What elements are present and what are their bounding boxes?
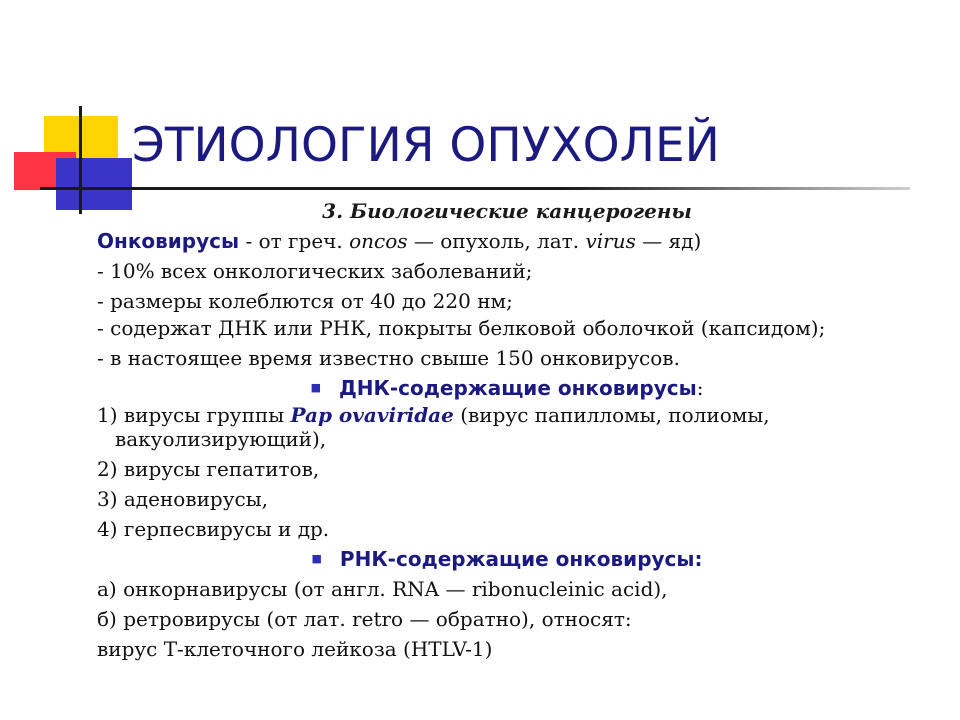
square-bullet-icon: ■: [310, 381, 321, 394]
intro-text-3: — яд): [635, 229, 702, 253]
slide-subtitle: 3. Биологические канцерогены: [322, 199, 692, 223]
decor-vertical-line: [79, 106, 82, 214]
fact-line-1: - 10% всех онкологических заболеваний;: [97, 259, 533, 283]
slide-title: ЭТИОЛОГИЯ ОПУХОЛЕЙ: [132, 118, 720, 173]
fact-line-3: - содержат ДНК или РНК, покрыты белковой оболочкой (капсидом);: [97, 316, 826, 340]
square-bullet-icon: ■: [311, 552, 322, 565]
rna-item-a: а) онкорнавирусы (от англ. RNA — ribonucleinic acid),: [97, 577, 668, 601]
slide-body: [97, 196, 917, 664]
intro-word-virus: virus: [585, 229, 636, 253]
rna-section-heading: [97, 544, 917, 574]
rna-heading-text: РНК-содержащие онковирусы:: [339, 547, 703, 571]
rna-item-b: б) ретровирусы (от лат. retro — обратно), относят:: [97, 607, 632, 631]
dna-item-1-start: 1) вирусы группы: [97, 403, 291, 427]
rna-item-c: вирус Т-клеточного лейкоза (HTLV-1): [97, 637, 493, 661]
dna-item-1-end: (вирус папилломы, полиомы, вакуолизирующий),: [115, 403, 770, 451]
intro-text-2: — опухоль, лат.: [407, 229, 586, 253]
dna-item-4: 4) герпесвирусы и др.: [97, 517, 330, 541]
intro-text-1: - от греч.: [239, 229, 350, 253]
intro-word-oncos: oncos: [349, 229, 408, 253]
dna-heading-colon: :: [696, 376, 704, 400]
intro-line: [97, 226, 917, 256]
decor-horizontal-line: [40, 187, 910, 190]
fact-line-2: - размеры колеблются от 40 до 220 нм;: [97, 289, 513, 313]
dna-item-3: 3) аденовирусы,: [97, 487, 268, 511]
intro-term: Онковирусы: [97, 229, 240, 253]
fact-line-4: - в настоящее время известно свыше 150 онковирусов.: [97, 346, 680, 370]
dna-section-heading: [97, 373, 917, 403]
dna-item-2: 2) вирусы гепатитов,: [97, 457, 320, 481]
dna-heading-text: ДНК-содержащие онковирусы: [338, 376, 697, 400]
dna-item-1: [97, 403, 917, 451]
dna-item-1-term: Pap ovaviridae: [290, 403, 454, 427]
